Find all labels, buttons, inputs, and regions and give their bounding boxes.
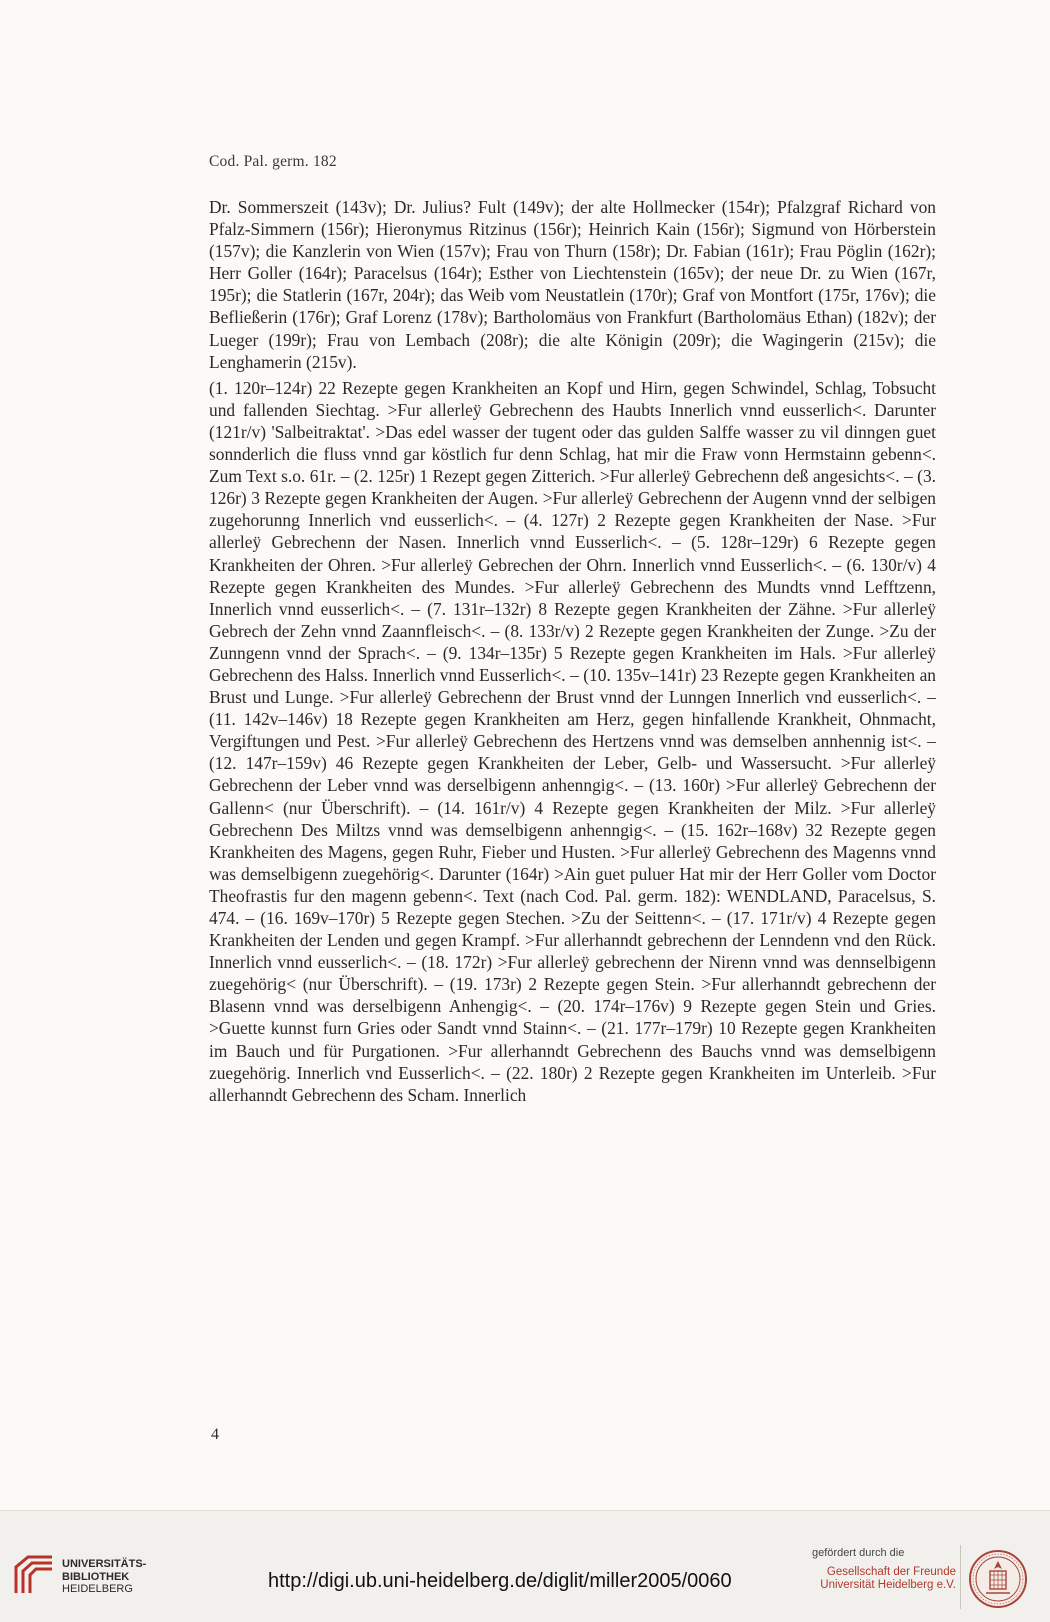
library-line-1: UNIVERSITÄTS-: [62, 1558, 147, 1570]
library-line-3: HEIDELBERG: [62, 1583, 133, 1595]
running-title: Cod. Pal. germ. 182: [209, 153, 337, 170]
library-logo-icon: [12, 1553, 56, 1597]
page-number: 4: [211, 1426, 219, 1443]
digitization-footer: [0, 1510, 1050, 1622]
sponsor-intro: gefördert durch die: [812, 1547, 905, 1559]
sponsor-name: [820, 1566, 956, 1592]
library-line-2: BIBLIOTHEK: [62, 1570, 130, 1583]
library-name: [62, 1558, 146, 1596]
permalink-url[interactable]: http://digi.ub.uni-heidelberg.de/diglit/miller2005/0060: [268, 1570, 732, 1592]
sponsor-line-2: Universität Heidelberg e.V.: [820, 1579, 956, 1591]
sponsor-line-1: Gesellschaft der Freunde: [826, 1566, 956, 1578]
university-seal-icon: [968, 1549, 1028, 1609]
main-paragraph: (1. 120r–124r) 22 Rezepte gegen Krankheiten an Kopf und Hirn, gegen Schwindel, Schlag, Tobsucht und fallenden Siechtag. >Fur allerleÿ Gebrechenn des Haubts Innerlich vnnd eusserlich<. Darunter (121r/v) 'Salbeitraktat'. >Das edel wasser der tugent oder das gulden Salffe wasser zu vil dinngen guet sonnderlich die fluss vnnd gar köstlich fur denn Schlag, hat mir die Fraw vonn Hermstainn gebenn<. Zum Text s.o. 61r. – (2. 125r) 1 Rezept gegen Zitterich. >Fur allerleÿ Gebrechenn deß angesichts<. – (3. 126r) 3 Rezepte gegen Krankheiten der Augen. >Fur allerleÿ Gebrechenn der Augenn vnnd der selbigen zugehorunng Innerlich vnd eusserlich<. – (4. 127r) 2 Rezepte gegen Krankheiten der Nase. >Fur allerleÿ Gebrechenn der Nasen. Innerlich vnnd Eusserlich<. – (5. 128r–129r) 6 Rezepte gegen Krankheiten der Ohren. >Fur allerleÿ Gebrechen der Ohrn. Innerlich vnnd Eusserlich<. – (6. 130r/v) 4 Rezepte gegen Krankheiten des Mundes. >Fur allerleÿ Gebrechenn des Mundts vnnd Lefftzenn, Innerlich vnnd eusserlich<. – (7. 131r–132r) 8 Rezepte gegen Krankheiten der Zähne. >Fur allerleÿ Gebrech der Zehn vnnd Zaannfleisch<. – (8. 133r/v) 2 Rezepte gegen Krankheiten der Zunge. >Zu der Zunngenn vnnd der Sprach<. – (9. 134r–135r) 5 Rezepte gegen Krankheiten im Hals. >Fur allerleÿ Gebrechenn des Halss. Innerlich vnnd Eusserlich<. – (10. 135v–141r) 23 Rezepte gegen Krankheiten an Brust und Lunge. >Fur allerleÿ Gebrechenn der Brust vnnd der Lunngen Innerlich vnd eusserlich<. – (11. 142v–146v) 18 Rezepte gegen Krankheiten am Herz, gegen hinfallende Krankheit, Ohnmacht, Vergiftungen und Pest. >Fur allerleÿ Gebrechenn des Hertzens vnnd was demselben annhennig ist<. – (12. 147r–159v) 46 Rezepte gegen Krankheiten der Leber, Gelb- und Wassersucht. >Fur allerleÿ Gebrechenn der Leber vnnd was derselbigenn anhenngig<. – (13. 160r) >Fur allerleÿ Gebrechenn der Gallenn< (nur Überschrift). – (14. 161r/v) 4 Rezepte gegen Krankheiten der Milz. >Fur allerleÿ Gebrechenn Des Miltzs vnnd was demselbigenn anhenngig<. – (15. 162r–168v) 32 Rezepte gegen Krankheiten des Magens, gegen Ruhr, Fieber und Husten. >Fur allerleÿ Gebrechenn des Magenns vnnd was demselbigenn zuegehörig<. Darunter (164r) >Ain guet puluer Hat mir der Herr Goller vom Doctor Theofrastis fur den magenn gebenn<. Text (nach Cod. Pal. germ. 182): WENDLAND, Paracelsus, S. 474. – (16. 169v–170r) 5 Rezepte gegen Stechen. >Zu der Seittenn<. – (17. 171r/v) 4 Rezepte gegen Krankheiten der Lenden und gegen Krampf. >Fur allerhanndt gebrechenn der Lenndenn vnd den Rück. Innerlich vnnd eusserlich<. – (18. 172r) >Fur allerleÿ gebrechenn der Nirenn vnnd was dennselbigenn zuegehörig< (nur Überschrift). – (19. 173r) 2 Rezepte gegen Stein. >Fur allerhanndt gebrechenn der Blasenn vnnd was derselbigenn Anhengig<. – (20. 174r–176v) 9 Rezepte gegen Stein und Gries. >Guette kunnst furn Gries oder Sandt vnnd Stainn<. – (21. 177r–179r) 10 Rezepte gegen Krankheiten im Bauch und für Purgationen. >Fur allerhanndt Gebrechenn des Bauchs vnnd was demselbigenn zuegehörig. Innerlich vnd Eusserlich<. – (22. 180r) 2 Rezepte gegen Krankheiten im Unterleib. >Fur allerhanndt Gebrechenn des Scham. Innerlich: [209, 377, 936, 1105]
catalog-entry-text: [209, 196, 936, 1110]
footer-divider: [960, 1545, 961, 1609]
intro-paragraph: Dr. Sommerszeit (143v); Dr. Julius? Fult (149v); der alte Hollmecker (154r); Pfalzgraf Richard von Pfalz-Simmern (156r); Hieronymus Ritzinus (156r); Heinrich Kain (156r); Sigmund von Hörberstein (157v); die Kanzlerin von Wien (157v); Frau von Thurn (158r); Dr. Fabian (161r); Frau Pöglin (162r); Herr Goller (164r); Paracelsus (164r); Esther von Liechtenstein (165v); der neue Dr. zu Wien (167r, 195r); die Statlerin (167r, 204r); das Weib vom Neustatlein (170r); Graf von Montfort (175r, 176v); die Befließerin (176r); Graf Lorenz (178v); Bartholomäus von Frankfurt (Bartholomäus Ethan) (182v); der Lueger (199r); Frau von Lembach (208r); die alte Königin (209r); die Wagingerin (215v); die Lenghamerin (215v).: [209, 197, 936, 372]
